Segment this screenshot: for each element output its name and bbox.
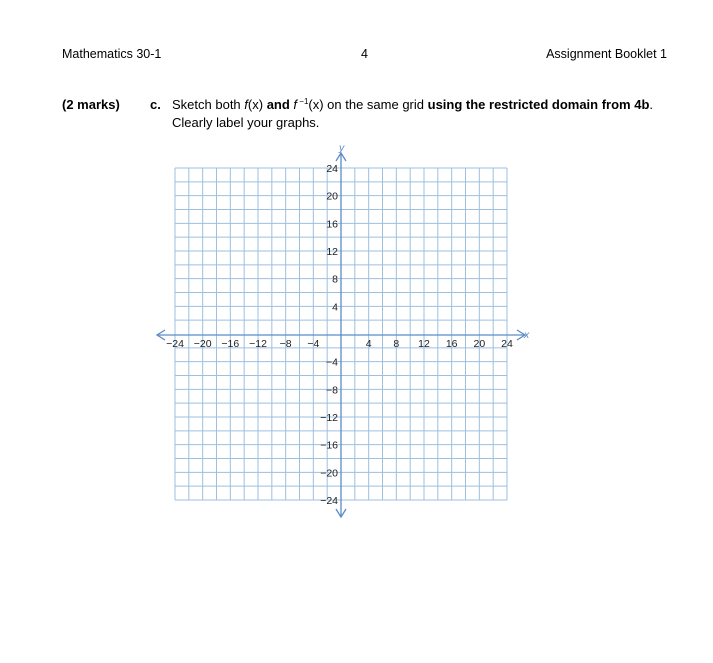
- y-tick-label: −16: [320, 439, 338, 452]
- y-tick-label: −4: [326, 356, 338, 369]
- y-tick-label: −24: [320, 495, 338, 507]
- instruction-prefix: Sketch both: [172, 97, 245, 112]
- function-f-inverse: f: [293, 97, 298, 112]
- x-tick-label: 12: [418, 338, 430, 350]
- question-instruction-line2: Clearly label your graphs.: [172, 115, 320, 130]
- function-f: f: [244, 97, 248, 112]
- x-tick-label: −20: [193, 338, 212, 350]
- y-tick-label: 8: [332, 273, 338, 286]
- x-axis-label: x: [524, 329, 530, 341]
- instruction-period: .: [649, 97, 654, 112]
- function-f-arg: (x): [247, 97, 264, 112]
- x-tick-label: −4: [307, 338, 320, 350]
- header-course-title: Mathematics 30-1: [62, 47, 162, 61]
- axes: [157, 142, 530, 517]
- y-tick-label: 4: [332, 301, 338, 314]
- instruction-middle: on the same grid: [323, 97, 428, 112]
- x-tick-label: −12: [249, 338, 267, 350]
- instruction-and: and: [263, 97, 294, 112]
- question-part-label: c.: [150, 97, 161, 112]
- x-tick-label: 16: [445, 338, 458, 350]
- y-tick-label: −12: [320, 412, 338, 424]
- instruction-bold-phrase: using the restricted domain from 4b: [427, 97, 650, 112]
- x-tick-label: 4: [365, 338, 372, 350]
- function-f-inverse-arg: (x): [308, 97, 324, 112]
- x-tick-label: 20: [473, 338, 486, 350]
- question-marks: (2 marks): [62, 97, 120, 112]
- x-tick-label: 24: [501, 338, 513, 350]
- x-tick-label: −16: [221, 338, 240, 350]
- x-tick-label: 8: [393, 338, 400, 350]
- inverse-superscript: −1: [297, 97, 309, 106]
- header-booklet-title: Assignment Booklet 1: [546, 47, 667, 61]
- y-tick-label: −8: [326, 384, 338, 397]
- y-axis-label: y: [339, 142, 345, 154]
- y-tick-label: 12: [326, 246, 338, 258]
- x-tick-label: −24: [166, 338, 184, 350]
- y-tick-label: −20: [320, 467, 338, 480]
- x-tick-label: −8: [279, 338, 292, 350]
- y-tick-label: 16: [326, 218, 338, 231]
- y-tick-label: 24: [326, 163, 338, 175]
- page-number: 4: [361, 47, 368, 61]
- y-tick-label: 20: [326, 190, 338, 203]
